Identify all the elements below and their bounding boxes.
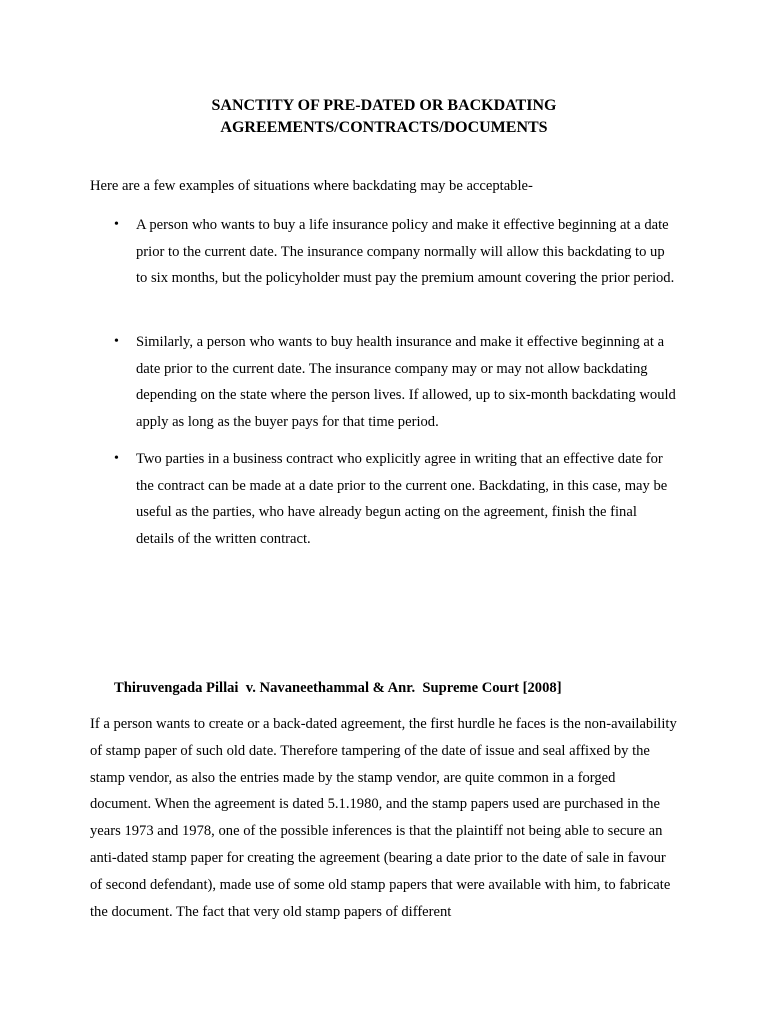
case-heading: Thiruvengada Pillai v. Navaneethammal & Anr. Supreme Court [2008] (114, 680, 562, 696)
title-line-2: AGREEMENTS/CONTRACTS/DOCUMENTS (220, 119, 548, 136)
intro-paragraph: Here are a few examples of situations where backdating may be acceptable- (90, 178, 533, 194)
list-item-text: Two parties in a business contract who explicitly agree in writing that an effective date for the contract can be made at a date prior to the current one. Backdating, in this case, may be useful as the parties, who have already begun acting on the agreement, finish the final details of the written contract. (136, 451, 668, 547)
title-line-1: SANCTITY OF PRE-DATED OR BACKDATING (211, 97, 557, 114)
bullet-icon: • (114, 451, 119, 466)
bullet-icon: • (114, 217, 119, 232)
bullet-icon: • (114, 334, 119, 349)
list-item-text: A person who wants to buy a life insurance policy and make it effective beginning at a date prior to the current date. The insurance company normally will allow this backdating to up to six months, but the policyholder must pay the premium amount covering the prior period. (136, 217, 675, 286)
document-title (0, 95, 768, 139)
case-paragraph: If a person wants to create or a back-dated agreement, the first hurdle he faces is the non-availability of stamp paper of such old date. Therefore tampering of the date of issue and seal affixed by the stamp vendor, as also the entries made by the stamp vendor, are quite common in a forged document. When the agreement is dated 5.1.1980, and the stamp papers used are purchased in the years 1973 and 1978, one of the possible inferences is that the plaintiff not being able to secure an anti-dated stamp paper for creating the agreement (bearing a date prior to the date of sale in favour of second defendant), made use of some old stamp papers that were available with him, to fabricate the document. The fact that very old stamp papers of different (90, 716, 677, 920)
list-item-text: Similarly, a person who wants to buy health insurance and make it effective beginning at a date prior to the current date. The insurance company may or may not allow backdating depending on the state where the person lives. If allowed, up to six-month backdating would apply as long as the buyer pays for that time period. (136, 334, 676, 430)
